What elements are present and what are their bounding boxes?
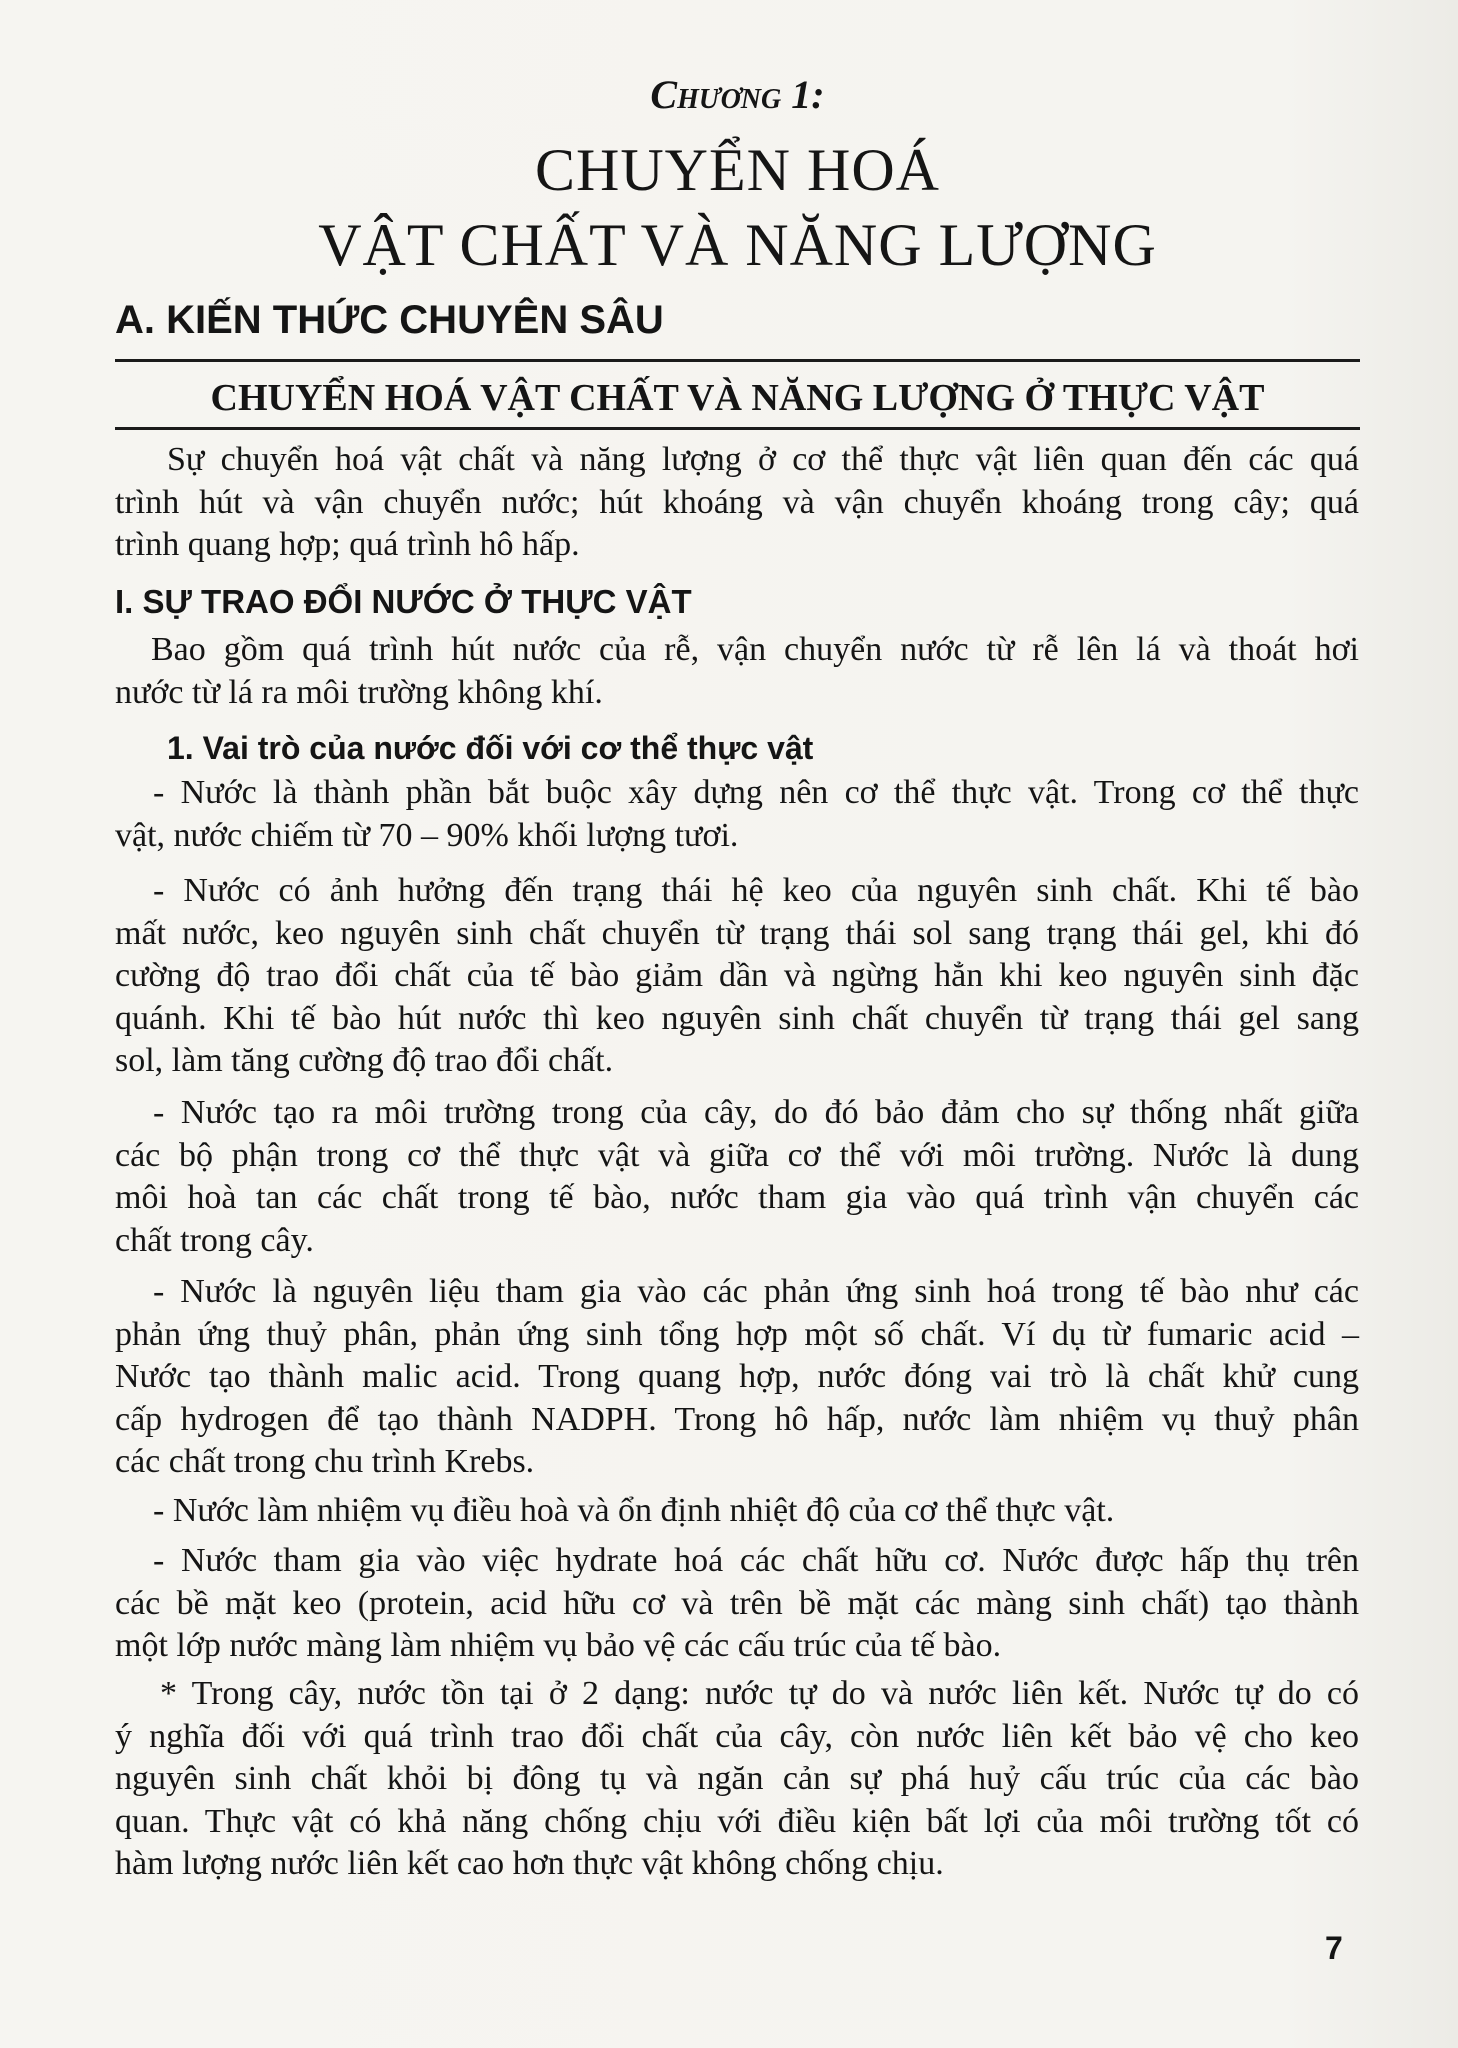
bullet-line: - Nước làm nhiệm vụ điều hoà và ổn định nhiệt độ của cơ thể thực vật. bbox=[153, 1492, 1115, 1529]
page-number: 7 bbox=[1325, 1930, 1343, 1966]
bullet-line: vật, nước chiếm từ 70 – 90% khối lượng tươi. bbox=[115, 816, 739, 854]
chapter-label: Chương 1: bbox=[650, 72, 825, 117]
heading-1-intro-paragraph bbox=[115, 629, 1359, 714]
chapter-title-line-1: CHUYỂN HOÁ bbox=[535, 137, 940, 203]
section-title: CHUYỂN HOÁ VẬT CHẤT VÀ NĂNG LƯỢNG Ở THỰC VẬT bbox=[210, 377, 1265, 419]
bullet-line: - Nước có ảnh hưởng đến trạng thái hệ keo của nguyên sinh chất. Khi tế bào bbox=[153, 872, 1359, 909]
bullet-line: Nước tạo thành malic acid. Trong quang hợp, nước đóng vai trò là chất khử cung bbox=[115, 1358, 1359, 1395]
note-line: quan. Thực vật có khả năng chống chịu với điều kiện bất lợi của môi trường tốt có bbox=[115, 1802, 1359, 1840]
paragraph-line: trình hút và vận chuyển nước; hút khoáng và vận chuyển khoáng trong cây; quá bbox=[115, 483, 1359, 521]
bullet-line: - Nước tạo ra môi trường trong của cây, do đó bảo đảm cho sự thống nhất giữa bbox=[153, 1094, 1359, 1131]
bullet-line: các bộ phận trong cơ thể thực vật và giữa cơ thể với môi trường. Nước là dung bbox=[115, 1136, 1359, 1174]
bullet-line: mất nước, keo nguyên sinh chất chuyển từ trạng thái sol sang trạng thái gel, khi đó bbox=[115, 914, 1359, 952]
bullet-line: các chất trong chu trình Krebs. bbox=[115, 1443, 535, 1480]
bullet-paragraph bbox=[115, 772, 1359, 857]
bullet-line: - Nước tham gia vào việc hydrate hoá các chất hữu cơ. Nước được hấp thụ trên bbox=[153, 1542, 1359, 1579]
bullet-line: phản ứng thuỷ phân, phản ứng sinh tổng hợp một số chất. Ví dụ từ fumaric acid – bbox=[115, 1315, 1359, 1353]
bullet-line: - Nước là thành phần bắt buộc xây dựng nên cơ thể thực vật. Trong cơ thể thực bbox=[153, 774, 1359, 811]
note-line: * Trong cây, nước tồn tại ở 2 dạng: nước tự do và nước liên kết. Nước tự do có bbox=[160, 1675, 1359, 1712]
bullet-line: chất trong cây. bbox=[115, 1221, 314, 1259]
bullet-line: môi hoà tan các chất trong tế bào, nước tham gia vào quá trình vận chuyển các bbox=[115, 1179, 1359, 1216]
bullet-paragraph bbox=[115, 870, 1359, 1083]
paragraph-line: Sự chuyển hoá vật chất và năng lượng ở cơ thể thực vật liên quan đến các quá bbox=[167, 441, 1359, 478]
bullet-line: cấp hydrogen để tạo thành NADPH. Trong hô hấp, nước làm nhiệm vụ thuỷ phân bbox=[115, 1400, 1359, 1438]
part-heading: A. KIẾN THỨC CHUYÊN SÂU bbox=[115, 298, 664, 342]
bottom-rule-divider bbox=[115, 427, 1360, 430]
paragraph-line: nước từ lá ra môi trường không khí. bbox=[115, 673, 603, 711]
bullet-paragraph bbox=[115, 1271, 1359, 1484]
bullet-line: - Nước là nguyên liệu tham gia vào các phản ứng sinh hoá trong tế bào như các bbox=[153, 1273, 1359, 1310]
paragraph-line: trình quang hợp; quá trình hô hấp. bbox=[115, 526, 580, 563]
note-line: hàm lượng nước liên kết cao hơn thực vật không chống chịu. bbox=[115, 1845, 944, 1882]
intro-paragraph bbox=[115, 439, 1359, 567]
note-line: ý nghĩa đối với quá trình trao đổi chất của cây, còn nước liên kết bảo vệ cho keo bbox=[115, 1717, 1359, 1755]
bullet-line: một lớp nước màng làm nhiệm vụ bảo vệ các cấu trúc của tế bào. bbox=[115, 1627, 1002, 1664]
heading-1: I. SỰ TRAO ĐỔI NƯỚC Ở THỰC VẬT bbox=[115, 583, 692, 620]
subheading-1: 1. Vai trò của nước đối với cơ thể thực vật bbox=[167, 730, 814, 766]
top-rule-divider bbox=[115, 359, 1360, 362]
note-line: nguyên sinh chất khỏi bị đông tụ và ngăn cản sự phá huỷ cấu trúc của các bào bbox=[115, 1760, 1359, 1797]
note-paragraph bbox=[115, 1673, 1359, 1886]
bullet-line: quánh. Khi tế bào hút nước thì keo nguyên sinh chất chuyển từ trạng thái gel sang bbox=[115, 999, 1359, 1037]
bullet-paragraph bbox=[115, 1490, 1359, 1533]
bullet-line: sol, làm tăng cường độ trao đổi chất. bbox=[115, 1042, 614, 1079]
bullet-line: các bề mặt keo (protein, acid hữu cơ và trên bề mặt các màng sinh chất) tạo thành bbox=[115, 1584, 1359, 1622]
bullet-paragraph bbox=[115, 1092, 1359, 1262]
paragraph-line: Bao gồm quá trình hút nước của rễ, vận chuyển nước từ rễ lên lá và thoát hơi bbox=[151, 631, 1359, 668]
bullet-line: cường độ trao đổi chất của tế bào giảm dần và ngừng hẳn khi keo nguyên sinh đặc bbox=[115, 957, 1359, 994]
bullet-paragraph bbox=[115, 1540, 1359, 1668]
chapter-title-line-2: VẬT CHẤT VÀ NĂNG LƯỢNG bbox=[318, 212, 1157, 278]
